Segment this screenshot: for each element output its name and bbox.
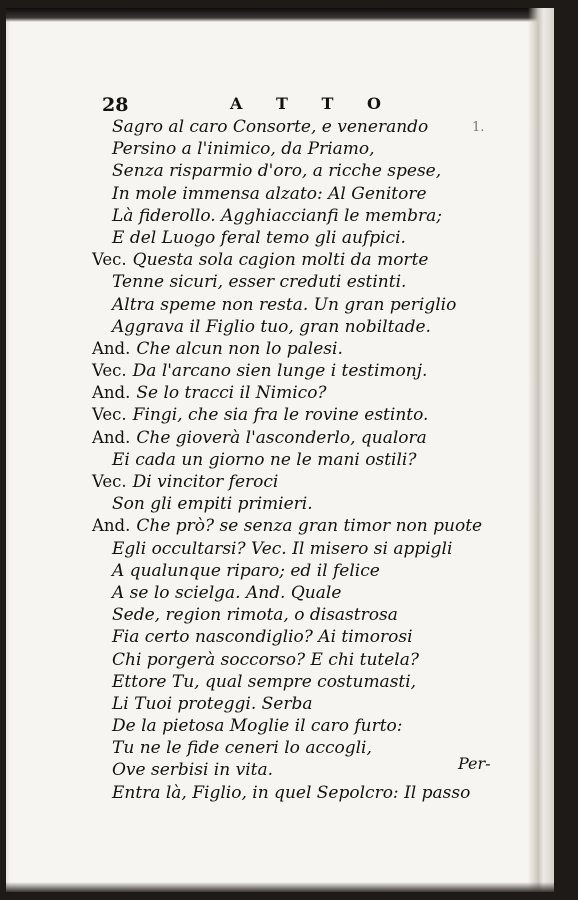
line-text: Tenne sicuri, esser creduti estinti. xyxy=(112,272,407,293)
line-text: Che gioverà l'asconderlo, qualora xyxy=(136,427,427,448)
paper-sheet xyxy=(6,8,554,892)
line-text: A qualunque riparo; ed il felice xyxy=(112,560,380,581)
verse-line xyxy=(92,515,512,537)
verse-line xyxy=(92,338,512,360)
speaker-label: Vec. xyxy=(92,405,127,425)
verse-line xyxy=(92,604,512,626)
catchword: Per- xyxy=(458,754,491,773)
verse-line xyxy=(92,737,512,759)
verse-line xyxy=(92,759,512,781)
page-number: 28 xyxy=(102,94,129,116)
verse-line xyxy=(92,538,512,560)
speaker-label: And. xyxy=(92,338,131,358)
verse-line xyxy=(92,316,512,338)
speaker-label: Vec. xyxy=(92,250,127,270)
line-text: Aggrava il Figlio tuo, gran nobiltade. xyxy=(112,316,431,337)
verse-line xyxy=(92,227,512,249)
verse-line xyxy=(92,249,512,271)
line-text: Sede, region rimota, o disastrosa xyxy=(112,605,398,626)
verse-line xyxy=(92,205,512,227)
verse-line xyxy=(92,271,512,293)
line-text: Son gli empiti primieri. xyxy=(112,494,313,515)
line-text: Senza risparmio d'oro, a ricche spese, xyxy=(112,161,442,182)
speaker-label: Vec. xyxy=(92,472,127,491)
verse-text xyxy=(92,116,512,804)
verse-line xyxy=(92,782,512,804)
verse-line xyxy=(92,360,512,382)
line-text: Persino a l'inimico, da Priamo, xyxy=(112,139,375,160)
verse-line xyxy=(92,427,512,449)
line-text: Ove serbisi in vita. xyxy=(112,760,274,781)
facing-page-edge xyxy=(528,8,554,892)
line-text: Ei cada un giorno ne le mani ostili? xyxy=(112,449,417,470)
speaker-label: And. xyxy=(92,427,131,447)
binding-shadow-top xyxy=(6,8,554,22)
speaker-label: And. xyxy=(92,516,131,536)
line-text: Che alcun non lo palesi. xyxy=(136,338,343,359)
line-text: Fia certo nascondiglio? Ai timorosi xyxy=(112,627,413,648)
verse-line xyxy=(92,183,512,205)
line-text: Egli occultarsi? Vec. Il misero si appigli xyxy=(112,538,453,559)
verse-line xyxy=(92,649,512,671)
verse-line xyxy=(92,382,512,404)
verse-line xyxy=(92,493,512,515)
line-text: De la pietosa Moglie il caro furto: xyxy=(112,716,403,737)
verse-line xyxy=(92,160,512,182)
speaker-label: Vec. xyxy=(92,361,127,381)
verse-line xyxy=(92,449,512,471)
line-text: E del Luogo feral temo gli aufpici. xyxy=(112,227,406,248)
verse-line xyxy=(92,138,512,160)
line-text: Là fiderollo. Agghiaccianfi le membra; xyxy=(112,205,443,226)
line-text: Li Tuoi proteggi. Serba xyxy=(112,693,313,714)
line-text: Questa sola cagion molti da morte xyxy=(132,250,429,271)
verse-line xyxy=(92,294,512,316)
line-text: Di vincitor feroci xyxy=(132,472,279,492)
line-text: Se lo tracci il Nimico? xyxy=(136,383,327,404)
line-text: In mole immensa alzato: Al Genitore xyxy=(112,183,427,204)
line-text: Sagro al caro Consorte, e venerando xyxy=(112,117,429,137)
speaker-label: And. xyxy=(92,383,131,403)
verse-line xyxy=(92,582,512,604)
line-text: Fingi, che sia fra le rovine estinto. xyxy=(132,405,429,426)
line-text: Tu ne le fide ceneri lo accogli, xyxy=(112,738,372,759)
verse-line xyxy=(92,671,512,693)
margin-mark: 1. xyxy=(472,120,485,135)
line-text: Entra là, Figlio, in quel Sepolcro: Il passo xyxy=(112,782,471,803)
verse-line xyxy=(92,560,512,582)
verse-line xyxy=(92,626,512,648)
binding-shadow-bottom xyxy=(6,882,554,892)
running-head: A T T O xyxy=(230,94,395,113)
line-text: Chi porgerà soccorso? E chi tutela? xyxy=(112,649,419,670)
line-text: Ettore Tu, qual sempre costumasti, xyxy=(112,671,417,692)
line-text: Altra speme non resta. Un gran periglio xyxy=(112,294,457,315)
line-text: A se lo scielga. And. Quale xyxy=(112,582,342,603)
verse-line xyxy=(92,116,512,138)
verse-line xyxy=(92,693,512,715)
verse-line xyxy=(92,471,512,493)
verse-line xyxy=(92,715,512,737)
line-text: Da l'arcano sien lunge i testimonj. xyxy=(132,361,428,382)
verse-line xyxy=(92,404,512,426)
line-text: Che prò? se senza gran timor non puote xyxy=(136,516,483,537)
